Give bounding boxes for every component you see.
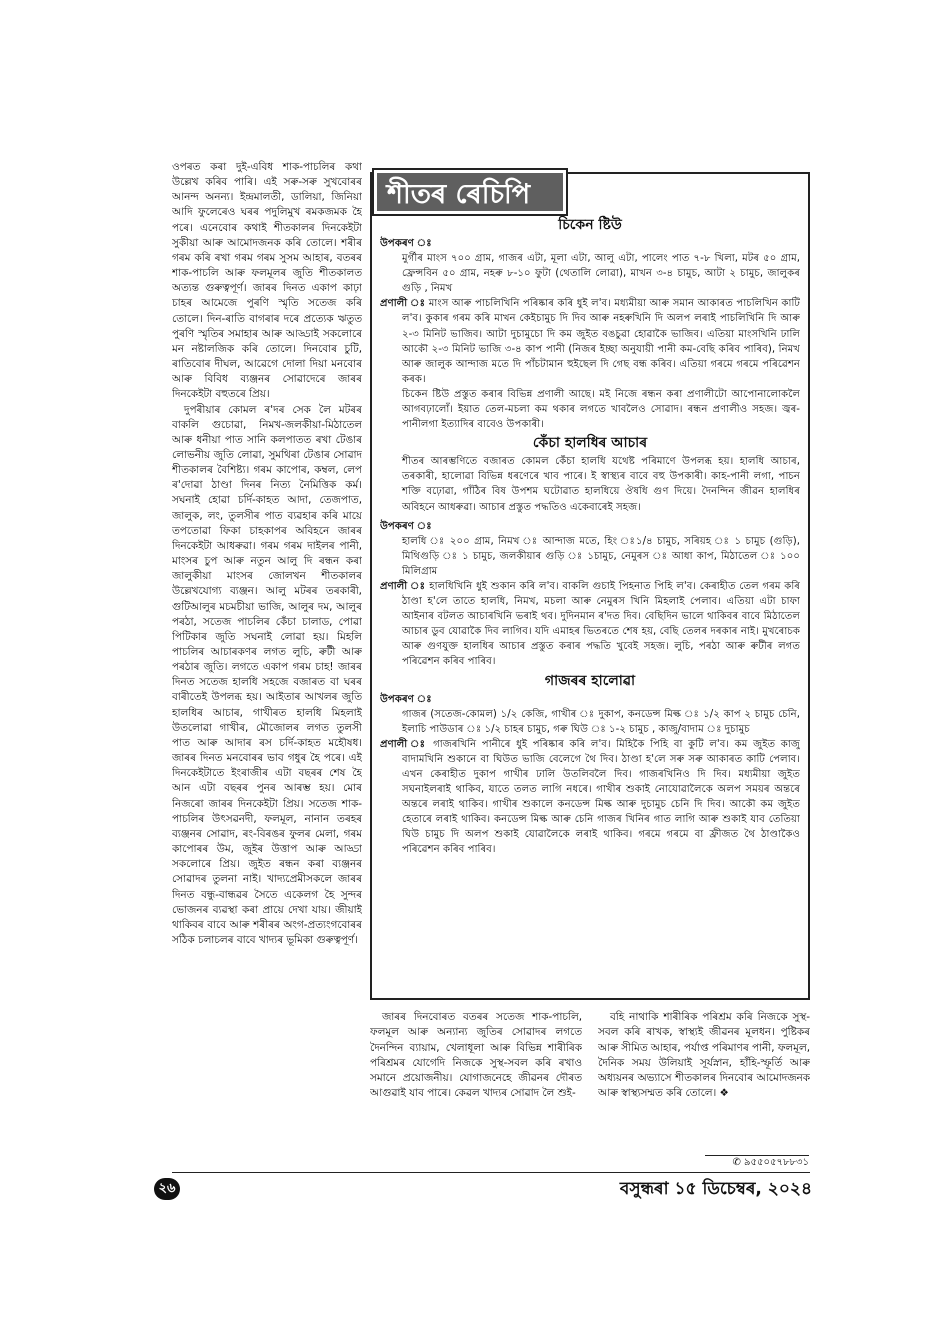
- ingredients-label: উপকৰণ ঃ: [380, 520, 432, 532]
- recipe-title-turmeric-pickle: কেঁচা হালধিৰ আচাৰ: [532, 435, 648, 452]
- ingredients-label: উপকৰণ ঃ: [380, 238, 432, 249]
- recipe-box-title: শীতৰ ৰেচিপি: [374, 170, 566, 214]
- ingredients-text: হালধি ঃ ২০০ গ্ৰাম, নিমখ ঃ আন্দাজ মতে, হিং ঃ১/৪ চামুচ, সৰিয়হ ঃ ১ চামুচ (গুড়ি), মিথিগুড়ি ঃ ১ চামুচ, জলকীয়াৰ গুড়ি ঃ ১চামুচ, নেমুৰস ঃ আধা কাপ, মিঠাতেল ঃ ১০০ মিলিগ্ৰাম: [402, 535, 800, 577]
- method-block: [380, 579, 800, 670]
- recipe-box-content: [380, 214, 800, 992]
- recipe-title-chicken-stew: চিকেন ষ্টিউ: [558, 217, 622, 233]
- left-paragraph-2: দুপৰীয়াৰ কোমল ৰ'দৰ সেক লৈ মটৰৰ বাকলি গুচোৱা, নিমখ-জলকীয়া-মিঠাতেল আৰু ধনীয়া পাত সানি কলপাতত ৰখা টেঙাৰ লোভনীয় জুতি লোৱা, সুমথিৰা টেঙাৰ সোৱাদ শীতকালৰ বৈশিষ্ট্য। গৰম কাপোৰ, কম্বল, লেপ ৰ'দোৱা ঠাণ্ডা দিনৰ নিত্য নৈমিত্তিক কৰ্ম। সঘনাই হোৱা চৰ্দি-কাহত আদা, তেজপাত, জালুক, লং, তুলসীৰ পাত ব্যৱহাৰ কৰি মায়ে তপতোৱা ফিকা চাহকাপৰ অবিহনে জাৰৰ দিনকেইটা আধৰুৱা। গৰম গৰম দাইলৰ পানী, মাংসৰ চুপ আৰু নতুন আলু দি ৰন্ধন কৰা জালুকীয়া মাংসৰ জোলখন শীতকালৰ উল্লেখযোগ্য ব্যঞ্জন। আলু মটৰৰ তৰকাৰী, গুটিআলুৰ মচমচীয়া ভাজি, আলুৰ দম, আলুৰ পৰঠা, সতেজ পাচলিৰ কেঁচা চালাড, পোৱা পিটিকাৰ জুতি সঘনাই লোৱা হয়। মিহলি পাচলিৰ আচাৰকণৰ লগত লুচি, ৰুটী আৰু পৰঠাৰ জুতি। লগতে একাপ গৰম চাহ! জাৰৰ দিনত সতেজ হালধি সহজে বজাৰত বা ঘৰৰ বাৰীতেই উপলব্ধ হয়। আইতাৰ আখলৰ জুতি হালধিৰ আচাৰ, গাখীৰত হালধি মিহলাই উতলোৱা গাখীৰ, মৌজোলৰ লগত তুলসী পাত আৰু আদাৰ ৰস চৰ্দি-কাহত মহৌষধ। জাৰৰ দিনত মনবোৰৰ ভাব গধুৰ হৈ পৰে। এই দিনকেইটাতে ইংৰাজীৰ এটা বছৰৰ শেষ হৈ আন এটা বছৰৰ পুনৰ আৰম্ভ হয়। মোৰ নিজৰো জাৰৰ দিনকেইটা প্ৰিয়। সতেজ শাক-পাচলিৰ উৎসৱনদী, ফলমূল, নানান তৰহৰ ব্যঞ্জনৰ সোৱাদ, ৰং-বিৰঙৰ ফুলৰ মেলা, গৰম কাপোৰৰ উম, জুইৰ উত্তাপ আৰু আড্ডা সকলোৰে প্ৰিয়। জুইত ৰন্ধন কৰা ব্যঞ্জনৰ সোৱাদৰ তুলনা নাই। খাদ্যপ্ৰেমীসকলে জাৰৰ দিনত বন্ধু-বান্ধৱৰ সৈতে একেলগ হৈ সুন্দৰ ভোজনৰ ব্যৱস্থা কৰা প্ৰায়ে দেখা যায়। জীয়াই থাকিবৰ বাবে আৰু শৰীৰৰ অংগ-প্ৰত্যংগবোৰৰ সঠিক চলাচলৰ বাবে খাদ্যৰ ভূমিকা গুৰুত্বপূৰ্ণ।: [172, 403, 362, 946]
- method-label: প্ৰণালী ঃ: [380, 580, 426, 592]
- method-label: প্ৰণালী ঃ: [380, 298, 426, 310]
- ingredients-text: গাজৰ (সতেজ-কোমল) ১/২ কেজি, গাখীৰ ঃ দুকাপ, কনডেন্স মিল্ক ঃ ১/২ কাপ ২ চামুচ চেনি, ইলাচি পাউডাৰ ঃ ১/২ চাহৰ চামুচ, গৰু ঘিউ ঃ ১-২ চামুচ , কাজু/বাদাম ঃ দুচামুচ: [402, 708, 800, 735]
- bottom-right-column: [598, 1010, 810, 1160]
- bottom-middle-column: [370, 1010, 582, 1170]
- ingredients-text: মুৰ্গীৰ মাংস ৭০০ গ্ৰাম, গাজৰ এটা, মূলা এটা, আলু এটা, পালেং পাত ৭-৮ খিলা, মটৰ ৫০ গ্ৰাম, ফ্ৰেন্সবিন ৫০ গ্ৰাম, নহৰু ৮-১০ ফুটা (থেতালি লোৱা), মাখন ৩-৪ চামুচ, আটা ২ চামুচ, জালুকৰ গুড়ি , নিমখ: [402, 253, 800, 295]
- left-paragraph-1: ওপৰত কৰা দুই-এবিধ শাক-পাচলিৰ কথা উল্লেখ কৰিব পাৰি। এই সৰু-সৰু সুখবোৰৰ আনন্দ অনন্য। ইন্দ্ৰমালতী, ডালিয়া, জিনিয়া আদি ফুলেৰেও ঘৰৰ পদুলিমুখ ৰমকজমক হৈ পৰে। এনেবোৰ কথাই শীতকালৰ দিনকেইটা সুকীয়া আৰু আমোদজনক কৰি তোলে। শৰীৰ গৰম কৰি ৰখা গৰম গৰম সুসম আহাৰ, বতৰৰ শাক-পাচলি আৰু ফলমূলৰ জুতি শীতকালত অত্যন্ত গুৰুত্বপূৰ্ণ। জাৰৰ দিনত একাপ কাঢ়া চাহৰ আমেজে পুৰণি স্মৃতি সতেজ কৰি তোলে। দিন-ৰাতি বাগৰাৰ দৰে প্ৰত্যেক ঋতুত পুৰণি স্মৃতিৰ সমাহাৰ আৰু আড্ডাই সকলোৰে মন নষ্টালজিক কৰি তোলে। দিনবোৰ চুটি, ৰাতিবোৰ দীঘল, আৱেগে দোলা দিয়া মনবোৰ আৰু বিবিধ ব্যঞ্জনৰ সোৱাদেৰে জাৰৰ দিনকেইটা বহুতৰে প্ৰিয়।: [172, 161, 362, 401]
- recipe-title-carrot-halwa: গাজৰৰ হালোৱা: [544, 672, 636, 689]
- method-text: গাজৰখিনি পানীৰে ধুই পৰিষ্কাৰ কৰি ল'ব। মিহিকৈ পিহি বা কুটি ল'ব। কম জুইত কাজু বাদামখিনি শুকানে বা ঘিউত ভাজি বেলেগে থৈ দিব। ঠাণ্ডা হ'লে সৰু সৰু আকাৰত কাটি পেলাব। এখন কেৰাহীত দুকাপ গাখীৰ ঢালি উতলিবলৈ দিব। গাজৰখিনিও দি দিব। মধ্যমীয়া জুইত সঘনাইলৰাই থাকিব, যাতে তলত লাগি নধৰে। গাখীৰ শুকাই নোযোৱালৈকে অলপ সময়ৰ অন্তৰে অন্তৰে লৰাই থাকিব। গাখীৰ শুকালে কনডেন্স মিল্ক আৰু দুচামুচ চেনি দি দিব। আকৌ কম জুইত হেতাৰে লৰাই থাকিব। কনডেন্স মিল্ক আৰু চেনি গাজৰ খিনিৰ গাত লাগি আৰু শুকাই যাব তেতিয়া ঘিউ চামুচ দি অলপ শুকাই যোৱালৈকে লৰাই থাকিব। গৰমে গৰমে বা ফ্ৰীজত থৈ ঠাণ্ডাকৈও পৰিৱেশন কৰিব পাৰিব।: [402, 738, 800, 856]
- method-block: [380, 296, 800, 387]
- footer-publication-date: বসুন্ধৰা ১৫ ডিচেম্বৰ, ২০২৪: [619, 1179, 812, 1199]
- bottom-middle-text: জাৰৰ দিনবোৰত বতৰৰ সতেজ শাক-পাচলি, ফলমূল আৰু অন্যান্য জুতিৰ সোৱাদৰ লগতে দৈনন্দিন ব্যায়াম, খেলাধূলা আৰু বিভিন্ন শাৰীৰিক পৰিশ্ৰমৰ যোগেদি নিজকে সুস্থ-সবল কৰি ৰখাও সমানে প্ৰয়োজনীয়। যোগাজনেহে জীৱনৰ দৌৰত আগুৱাই যাব পাৰে। কেৱল খাদ্যৰ সোৱাদ লৈ শুই-: [370, 1011, 582, 1100]
- method-text: হালধিখিনি ধুই শুকান কৰি ল'ব। বাকলি গুচাই পিহনাত পিহি ল'ব। কেৰাহীত তেল গৰম কৰি ঠাণ্ডা হ'লে তাতে হালধি, নিমখ, মচলা আৰু নেমুৰস খিনি মিহলাই পেলাব। এতিয়া এটা চাফা আইনাৰ বটলত আচাৰখিনি ভৰাই থব। দুদিনমান ৰ'দত দিব। বেছিদিন ভালে থাকিবৰ বাবে মিঠাতেল আচাৰ ডুব যোৱাকৈ দিব লাগিব। যদি এমাহৰ ভিতৰতে শেষ হয়, বেছি তেলৰ দৰকাৰ নাই। মুখৰোচক আৰু গুণযুক্ত হালধিৰ আচাৰ প্ৰস্তুত কৰাৰ পদ্ধতি খুবেই সহজ। লুচি, পৰঠা আৰু ৰুটীৰ লগত পৰিৱেশন কৰিব পাৰিব।: [402, 580, 800, 668]
- ingredients-label: উপকৰণ ঃ: [380, 693, 432, 705]
- author-phone: ✆ ৯৫৫০৫৭৮৮৩১: [705, 1155, 809, 1170]
- method-text: মাংস আৰু পাচলিখিনি পৰিষ্কাৰ কৰি ধুই ল'ব। মধ্যমীয়া আৰু সমান আকাৰত পাচলিখিন কাটি ল'ব। কুকাৰ গৰম কৰি মাখন কেইচামুচ দি দিব আৰু নহৰুখিনি দি অলপ লৰাই পাচলিখিনি দি আৰু ২-৩ মিনিট ভাজিব। আটা দুচামুচো দি কম জুইত বঙচুৱা হোৱাকৈ ভাজিব। এতিয়া মাংসখিনি ঢালি আকৌ ২-৩ মিনিট ভাজি ৩-৪ কাপ পানী (নিজৰ ইচ্ছা অনুযায়ী পানী কম-বেছি কৰিব পাৰিব), নিমখ আৰু জালুক আন্দাজ মতে দি পাঁচটামান হুইছেল দি গেছ বন্ধ কৰিব। এতিয়া গৰমে গৰমে পৰিৱেশন কৰক।: [402, 298, 800, 385]
- left-column: [172, 160, 362, 995]
- recipe-note: চিকেন ষ্টিউ প্ৰস্তুত কৰাৰ বিভিন্ন প্ৰণালী আছে। মই নিজে ৰন্ধন কৰা প্ৰণালীটো আপোনালোকলৈ আগবঢ়ালোঁ। ইয়াত তেল-মচলা কম থকাৰ লগতে খাবলৈও সোৱাদ। ৰন্ধন প্ৰণালীও সহজ। জ্বৰ- পানীলগা ইত্যাদিৰ বাবেও উপকাৰী।: [402, 388, 800, 431]
- bottom-right-text: বহি নাথাকি শাৰীৰিক পৰিশ্ৰম কৰি নিজকে সুস্থ-সবল কৰি ৰাখক, স্বাস্থ্যই জীৱনৰ মূলধন। পুষ্টিকৰ আৰু সীমিত আহাৰ, পৰ্যাপ্ত পৰিমাণৰ পানী, ফলমূল, দৈনিক সময় উলিয়াই সূৰ্যস্নান, হাঁহি-স্ফূৰ্তি আৰু অধ্যয়নৰ অভ্যাসে শীতকালৰ দিনবোৰ আমোদজনক আৰু স্বাস্থ্যসম্মত কৰি তোলে। ❖: [598, 1011, 810, 1100]
- recipe-intro: শীতৰ আৰম্ভণিতে বজাৰত কোমল কেঁচা হালধি যথেষ্ট পৰিমাণে উপলব্ধ হয়। হালধি আচাৰ, তৰকাৰী, হালোৱা বিভিন্ন ধৰণেৰে খাব পাৰে। ই স্বাস্থ্যৰ বাবে বহু উপকাৰী। কাহ-পানী লগা, পাচন শক্তি বঢ়োৱা, গাঁঠিৰ বিষ উপশম ঘটোৱাত হালধিয়ে ঔষধি গুণ দিয়ে। দৈনন্দিন জীৱন হালধিৰ অবিহনে আধৰুৱা। আচাৰ প্ৰস্তুত পদ্ধতিও একেবাৰেই সহজ।: [402, 456, 800, 513]
- recipe-box: [370, 172, 810, 1000]
- page-number: ২৬: [154, 1178, 180, 1200]
- footer-rule: [172, 1172, 810, 1173]
- method-block: [380, 737, 800, 858]
- method-label: প্ৰণালী ঃ: [380, 738, 428, 750]
